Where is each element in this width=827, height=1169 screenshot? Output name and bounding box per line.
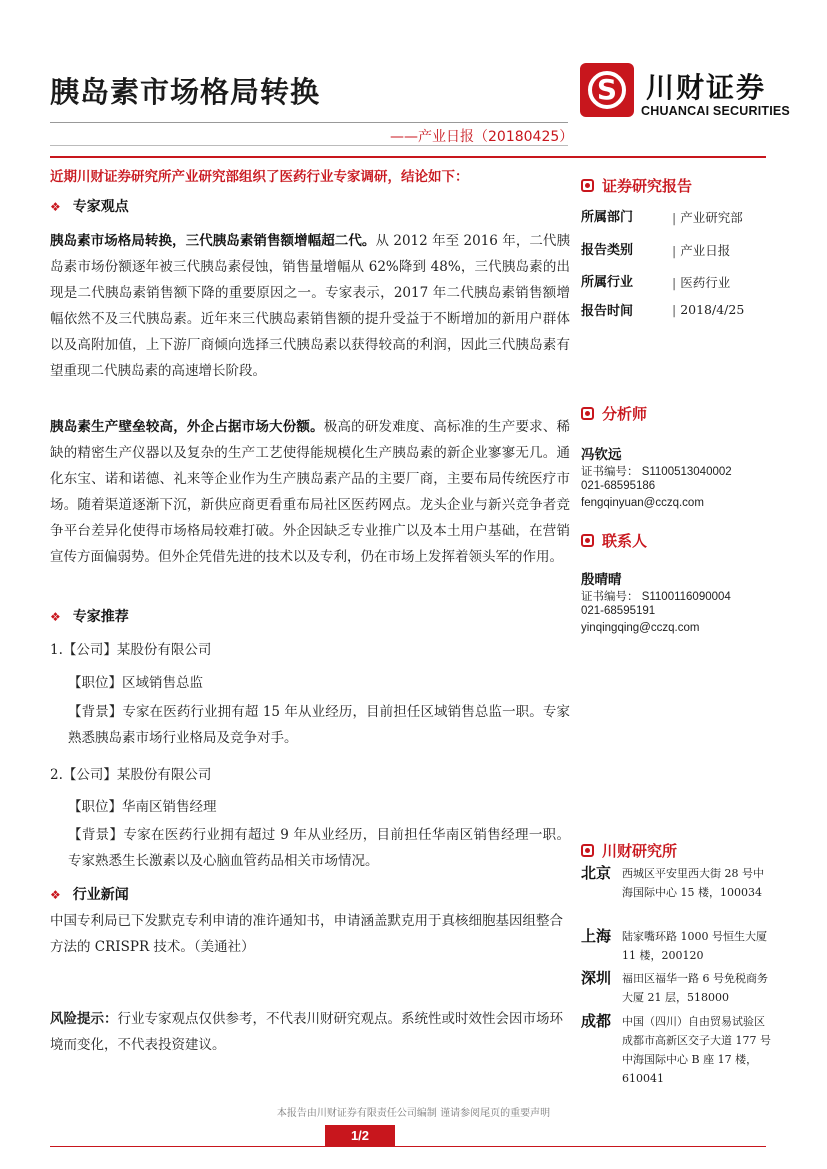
paragraph-barriers: 胰岛素生产壁垒较高，外企占据市场大份额。极高的研发难度、高标准的生产要求、稀缺的精密生产仪器以及复杂的生产工艺使得能规模化生产胰岛素的新企业寥寥无几。通化东宝、诺和诺德、礼来等企业作为生产胰岛素产品的主要厂商，主要布局传统医疗市场。随着渠道逐渐下沉，新供应商更看重布局社区医药网点。龙头企业与新兴竞争者竞争平台差异化使得市场格局较难打破。外企因缺乏专业推广以及本土用户基础，在营销宣传方面偏弱势。但外企凭借先进的技术以及专利，仍在市场上发挥着领头军的作用。 bbox=[50, 419, 571, 565]
contact-email[interactable]: yinqingqing@cczq.com bbox=[581, 622, 700, 634]
expert-1-background: 【背景】专家在医药行业拥有超 15 年从业经历，目前担任区域销售总监一职。专家熟悉胰岛素市场行业格局及竞争对手。 bbox=[68, 704, 570, 746]
report-subtitle: ——产业日报（20180425） bbox=[390, 129, 574, 145]
header-divider bbox=[50, 122, 568, 123]
footer-divider bbox=[50, 1146, 766, 1147]
info-value-date: | 2018/4/25 bbox=[672, 302, 744, 317]
page-number: 1/2 bbox=[325, 1125, 395, 1147]
contact-name: 殷晴晴 bbox=[581, 572, 622, 588]
expert-2-position: 【职位】华南区销售经理 bbox=[68, 799, 217, 815]
report-title: 胰岛素市场格局转换 bbox=[50, 75, 321, 109]
analyst-icon bbox=[581, 407, 594, 420]
info-label-industry: 所属行业 bbox=[581, 275, 634, 290]
info-value-type: | 产业日报 bbox=[672, 241, 730, 259]
logo-mark: S bbox=[580, 63, 634, 117]
analyst-name: 冯钦远 bbox=[581, 447, 622, 463]
analyst-email[interactable]: fengqinyuan@cczq.com bbox=[581, 497, 704, 509]
contact-icon bbox=[581, 534, 594, 547]
logo-text-cn: 川财证券 bbox=[646, 71, 767, 104]
office-city-beijing: 北京 bbox=[581, 864, 612, 882]
contact-phone: 021-68595191 bbox=[581, 605, 656, 617]
info-value-dept: | 产业研究部 bbox=[672, 208, 743, 226]
diamond-icon: ❖ bbox=[50, 200, 61, 214]
expert-1-company: 1.【公司】某股份有限公司 bbox=[50, 642, 212, 658]
paragraph-lead: 胰岛素生产壁垒较高，外企占据市场大份额。 bbox=[50, 419, 324, 435]
institute-icon bbox=[581, 844, 594, 857]
report-icon bbox=[581, 179, 594, 192]
section-heading-industry-news: ❖ 行业新闻 bbox=[50, 887, 129, 903]
info-label-date: 报告时间 bbox=[581, 304, 634, 319]
info-label-type: 报告类别 bbox=[581, 243, 634, 258]
paragraph-lead: 胰岛素市场格局转换，三代胰岛素销售额增幅超二代。 bbox=[50, 233, 376, 249]
office-address-shanghai: 陆家嘴环路 1000 号恒生大厦 11 楼，200120 bbox=[622, 930, 767, 962]
diamond-icon: ❖ bbox=[50, 888, 61, 902]
sidebar-heading-report: 证券研究报告 bbox=[581, 175, 692, 196]
office-city-chengdu: 成都 bbox=[581, 1012, 612, 1030]
info-value-industry: | 医药行业 bbox=[672, 273, 730, 291]
intro-text: 近期川财证券研究所产业研究部组织了医药行业专家调研，结论如下： bbox=[50, 169, 469, 185]
subtitle-divider bbox=[50, 145, 568, 146]
industry-news-text: 中国专利局已下发默克专利申请的准许通知书，申请涵盖默克用于真核细胞基因组整合方法的 CRISPR 技术。（美通社） bbox=[50, 913, 563, 955]
section-heading-expert-recommend: ❖ 专家推荐 bbox=[50, 609, 129, 625]
office-address-chengdu: 中国（四川）自由贸易试验区成都市高新区交子大道 177 号中海国际中心 B 座 17 楼，610041 bbox=[622, 1015, 771, 1085]
sidebar-heading-contact: 联系人 bbox=[581, 530, 647, 551]
sidebar-heading-institute: 川财研究所 bbox=[581, 840, 677, 861]
office-address-beijing: 西城区平安里西大街 28 号中海国际中心 15 楼，100034 bbox=[622, 867, 764, 899]
expert-2-company: 2.【公司】某股份有限公司 bbox=[50, 767, 212, 783]
contact-cert: 证书编号： S1100116090004 bbox=[581, 591, 731, 603]
office-city-shenzhen: 深圳 bbox=[581, 969, 612, 987]
analyst-cert: 证书编号： S1100513040002 bbox=[581, 466, 732, 478]
analyst-phone: 021-68595186 bbox=[581, 480, 656, 492]
risk-label: 风险提示： bbox=[50, 1011, 118, 1027]
diamond-icon: ❖ bbox=[50, 610, 61, 624]
paragraph-market-shift: 胰岛素市场格局转换，三代胰岛素销售额增幅超二代。从 2012 年至 2016 年，二代胰岛素市场份额逐年被三代胰岛素侵蚀，销售量增幅从 62%降到 48%，三代胰岛素的出现是二代胰岛素销售额下降的重要原因之一。专家表示，2017 年二代胰岛素销售额增幅依然不及三代胰岛素。近年来三代胰岛素销售额的提升受益于不断增加的新用户群体以及高附加值，上下游厂商倾向选择三代胰岛素以获得较高的利润，因此三代胰岛素有望重现二代胰岛素的高速增长阶段。 bbox=[50, 233, 570, 379]
section-heading-expert-view: ❖ 专家观点 bbox=[50, 199, 129, 215]
sidebar-heading-analyst: 分析师 bbox=[581, 403, 647, 424]
office-city-shanghai: 上海 bbox=[581, 927, 612, 945]
expert-1-position: 【职位】区域销售总监 bbox=[68, 675, 203, 691]
logo-text-en: CHUANCAI SECURITIES bbox=[641, 104, 790, 118]
expert-2-background: 【背景】专家在医药行业拥有超过 9 年从业经历，目前担任华南区销售经理一职。专家熟悉生长激素以及心脑血管药品相关市场情况。 bbox=[68, 827, 570, 869]
risk-warning: 风险提示：行业专家观点仅供参考，不代表川财研究观点。系统性或时效性会因市场环境而变化，不代表投资建议。 bbox=[50, 1011, 563, 1053]
footer-disclaimer: 本报告由川财证券有限责任公司编制 谨请参阅尾页的重要声明 bbox=[276, 1108, 551, 1119]
office-address-shenzhen: 福田区福华一路 6 号免税商务大厦 21 层，518000 bbox=[622, 972, 768, 1004]
info-label-dept: 所属部门 bbox=[581, 210, 634, 225]
red-divider bbox=[50, 156, 766, 158]
